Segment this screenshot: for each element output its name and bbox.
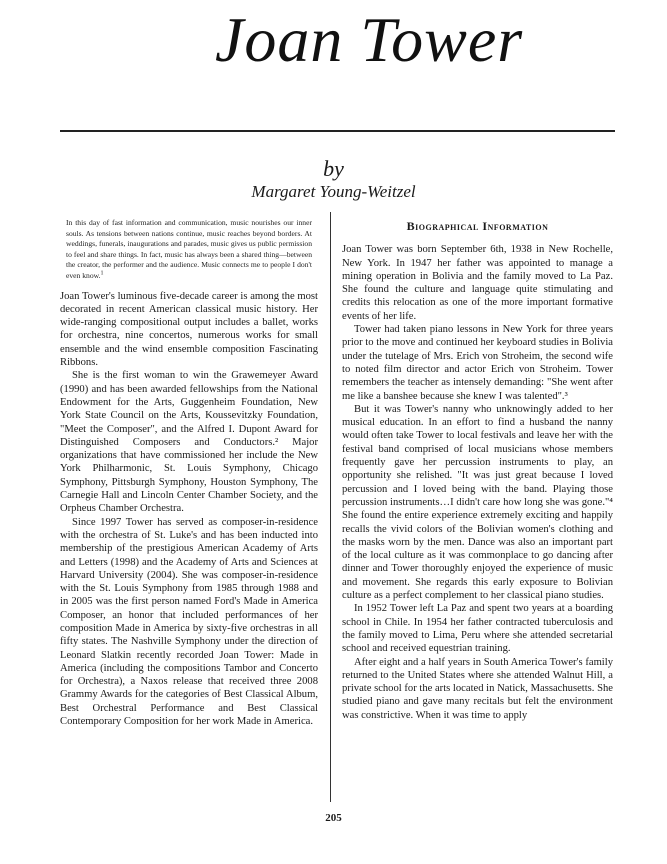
paragraph: After eight and a half years in South America Tower's family returned to the United States where she attended Walnut Hill, a private school for the arts located in Natick, Massachusetts. She studied piano and gave many recitals but felt the environment was constrictive. When it was time to apply: [342, 656, 613, 721]
page-number: 205: [325, 812, 342, 824]
left-column: [60, 218, 318, 728]
paragraph: Since 1997 Tower has served as composer-in-residence with the orchestra of St. Luke's and has been inducted into membership of the prestigious American Academy of Arts and Letters (1998) and the Academy of Arts and Sciences at Harvard University (2004). She was composer-in-residence with the St. Louis Symphony from 1985 through 1988 and in 2005 was the first person named Ford's Made in America Composer, an honor that included performances of her composition Made in America by sixty-five orchestras in all fifty states. The Nashville Symphony under the direction of Leonard Slatkin recently recorded Joan Tower: Made in America (including the compositions Tambor and Concerto for Orchestra), a Naxos release that received three 2008 Grammy Awards for the categories of Best Classical Album, Best Orchestral Performance and Best Classical Contemporary Composition for her work Made in America.: [60, 516, 318, 728]
epigraph-text: In this day of fast information and communication, music nourishes our inner souls. As tensions between nations continue, music reaches beyond borders. At weddings, funerals, inaugurations and parades, music gives us public permission to feel and share things. In fact, music has always been a shared thing—between the creator, the performer and the audience. Music connects me to people I don't even know.: [66, 218, 312, 280]
article-title: Joan Tower: [215, 4, 524, 75]
paragraph: Joan Tower's luminous five-decade career is among the most decorated in recent American classical music history. Her wide-ranging compositional output includes a ballet, works for orchestra, nine concertos, numerous works for small ensemble and the wind ensemble composition Fascinating Ribbons.: [60, 290, 318, 369]
author-name: Margaret Young-Weitzel: [251, 182, 416, 201]
paragraph: Joan Tower was born September 6th, 1938 in New Rochelle, New York. In 1947 her father was appointed to manage a mining operation in Bolivia and the family moved to La Paz. She found the culture and language quite stimulating and credits this relocation as one of the more important formative events of her life.: [342, 244, 613, 322]
paragraph: She is the first woman to win the Grawemeyer Award (1990) and has been awarded fellowships from the National Endowment for the Arts, Guggenheim Foundation, New York State Council on the Arts, Koussevitzky Foundation, "Meet the Composer", and the Alfred I. Dupont Award for Distinguished Composers and Conductors.² Major organizations that have commissioned her include the New York Philharmonic, St. Louis Symphony, Chicago Symphony, Pittsburgh Symphony, Houston Symphony, The Carnegie Hall and Lincoln Center Chamber Society, and the Orpheus Chamber Orchestra.: [60, 370, 318, 515]
paragraph: But it was Tower's nanny who unknowingly added to her musical education. In an effort to find a husband the nanny would often take Tower to local festivals and leave her with the festival band comprised of local musicians whose members frequently gave her percussion instruments to play, an opportunity she relished. "It was just great because I loved percussion and I loved being with the band. Playing those percussion instruments…I didn't care how long she was gone."⁴ She found the entire experience extremely exciting and happily recalls the vivid colors of the Bolivian women's clothing and the masks worn by the men. Dance was also an important part of the local culture as it was commonplace to go dancing after dinner and Tower thoroughly enjoyed the experience of music and movement. She regards this early exposure to Bolivian culture as a perfect complement to her classical piano studies.: [342, 403, 613, 602]
paragraph: Tower had taken piano lessons in New York for three years prior to the move and continued her keyboard studies in Bolivia under the tutelage of Mrs. Erich von Stroheim, the second wife to noted film director and actor Erich von Stroheim. Tower remembers the teacher as intensely demanding: "She went after me like a banshee because she knew I was talented".³: [342, 324, 613, 402]
paragraph: In 1952 Tower left La Paz and spent two years at a boarding school in Chile. In 1954 her father contracted tuberculosis and the family moved to Lima, Peru where she attended secretarial school and received equestrian training.: [342, 603, 613, 655]
title-rule: [60, 130, 615, 132]
byline-by: by: [323, 156, 344, 181]
epigraph: [66, 218, 312, 282]
column-divider: [330, 212, 331, 802]
epigraph-footnote-ref: 1: [100, 270, 104, 277]
right-column: [342, 220, 613, 722]
section-heading: Biographical Information: [406, 219, 549, 233]
